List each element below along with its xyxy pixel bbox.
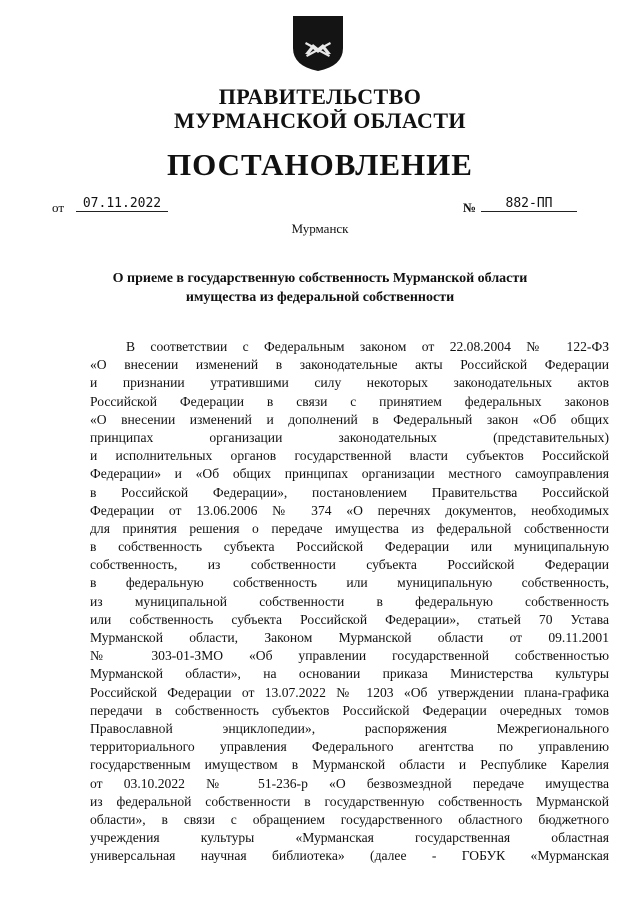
body-paragraph-line: Российской Федерации от 13.07.2022 № 1203 «Об утверждении плана-графика xyxy=(90,684,609,700)
body-paragraph-line: в Российской Федерации», постановлением Правительства Российской xyxy=(90,484,609,500)
body-paragraph-line: передачи в собственность субъектов Российской Федерации очередных томов xyxy=(90,702,609,718)
body-paragraph-line: в собственность субъекта Российской Федерации или муниципальную xyxy=(90,539,609,555)
body-paragraph-line: «О внесении изменений в законодательные акты Российской Федерации xyxy=(90,357,609,373)
body-paragraph-line: из муниципальной собственности в федеральную собственность xyxy=(90,593,609,609)
document-title-line: имущества из федеральной собственности xyxy=(185,290,455,305)
organization-name: ПРАВИТЕЛЬСТВО xyxy=(218,84,422,109)
number-label: № xyxy=(463,200,477,215)
body-paragraph-line: собственность, из собственности субъекта Российской Федерации xyxy=(90,557,609,573)
document-type: ПОСТАНОВЛЕНИЕ xyxy=(167,147,473,182)
body-paragraph-line: учреждения культуры «Мурманская государственная областная xyxy=(90,830,609,846)
body-paragraph-line: и исполнительных органов государственной власти субъектов Российской xyxy=(90,448,609,464)
body-paragraph-line: Православной энциклопедии», распоряжения Межрегионального xyxy=(90,720,609,736)
document-number: 882-ПП xyxy=(481,196,577,212)
organization-region: МУРМАНСКОЙ ОБЛАСТИ xyxy=(174,108,466,133)
document-body xyxy=(90,338,609,865)
city-name: Мурманск xyxy=(291,221,349,236)
body-paragraph-line: В соответствии с Федеральным законом от 22.08.2004 № 122-ФЗ xyxy=(126,339,609,354)
body-paragraph-line: области», в связи с обращением государственного областного бюджетного xyxy=(90,811,609,827)
body-paragraph-line: территориального управления Федерального агентства по управлению xyxy=(90,739,609,755)
body-paragraph-line: «О внесении изменений и дополнений в Федеральный закон «Об общих xyxy=(90,411,609,427)
document-date: 07.11.2022 xyxy=(76,196,168,212)
body-paragraph-line: и признании утратившими силу некоторых законодательных актов xyxy=(90,375,609,391)
body-paragraph-line: из федеральной собственности в государственную собственность Мурманской xyxy=(90,793,609,809)
body-paragraph-line: Федерации от 13.06.2006 № 374 «О перечнях документов, необходимых xyxy=(90,502,609,518)
body-paragraph-line: государственным имуществом в Мурманской области и Республике Карелия xyxy=(90,757,609,773)
body-paragraph-line: Российской Федерации в связи с принятием федеральных законов xyxy=(90,393,609,409)
body-paragraph-line: принципах организации законодательных (представительных) xyxy=(90,429,609,445)
body-paragraph-line: в федеральную собственность или муниципальную собственность, xyxy=(90,575,609,591)
coat-of-arms-emblem xyxy=(291,14,345,72)
body-paragraph-line: № 303-01-ЗМО «Об управлении государственной собственностью xyxy=(90,648,609,664)
body-paragraph-line: или собственность субъекта Российской Федерации», статьей 70 Устава xyxy=(90,611,609,627)
document-title-line: О приеме в государственную собственность Мурманской области xyxy=(112,271,528,286)
body-paragraph-line: Федерации» и «Об общих принципах организации местного самоуправления xyxy=(90,466,609,482)
body-paragraph-line: Мурманской области», на основании приказа Министерства культуры xyxy=(90,666,609,682)
body-paragraph-line: универсальная научная библиотека» (далее - ГОБУК «Мурманская xyxy=(90,848,609,864)
date-label: от xyxy=(52,200,65,215)
body-paragraph-line: Мурманской области, Законом Мурманской области от 09.11.2001 xyxy=(90,630,609,645)
body-paragraph-line: для принятия решения о передаче имущества из федеральной собственности xyxy=(90,520,609,536)
body-paragraph-line: от 03.10.2022 № 51-236-р «О безвозмездной передаче имущества xyxy=(90,775,609,791)
